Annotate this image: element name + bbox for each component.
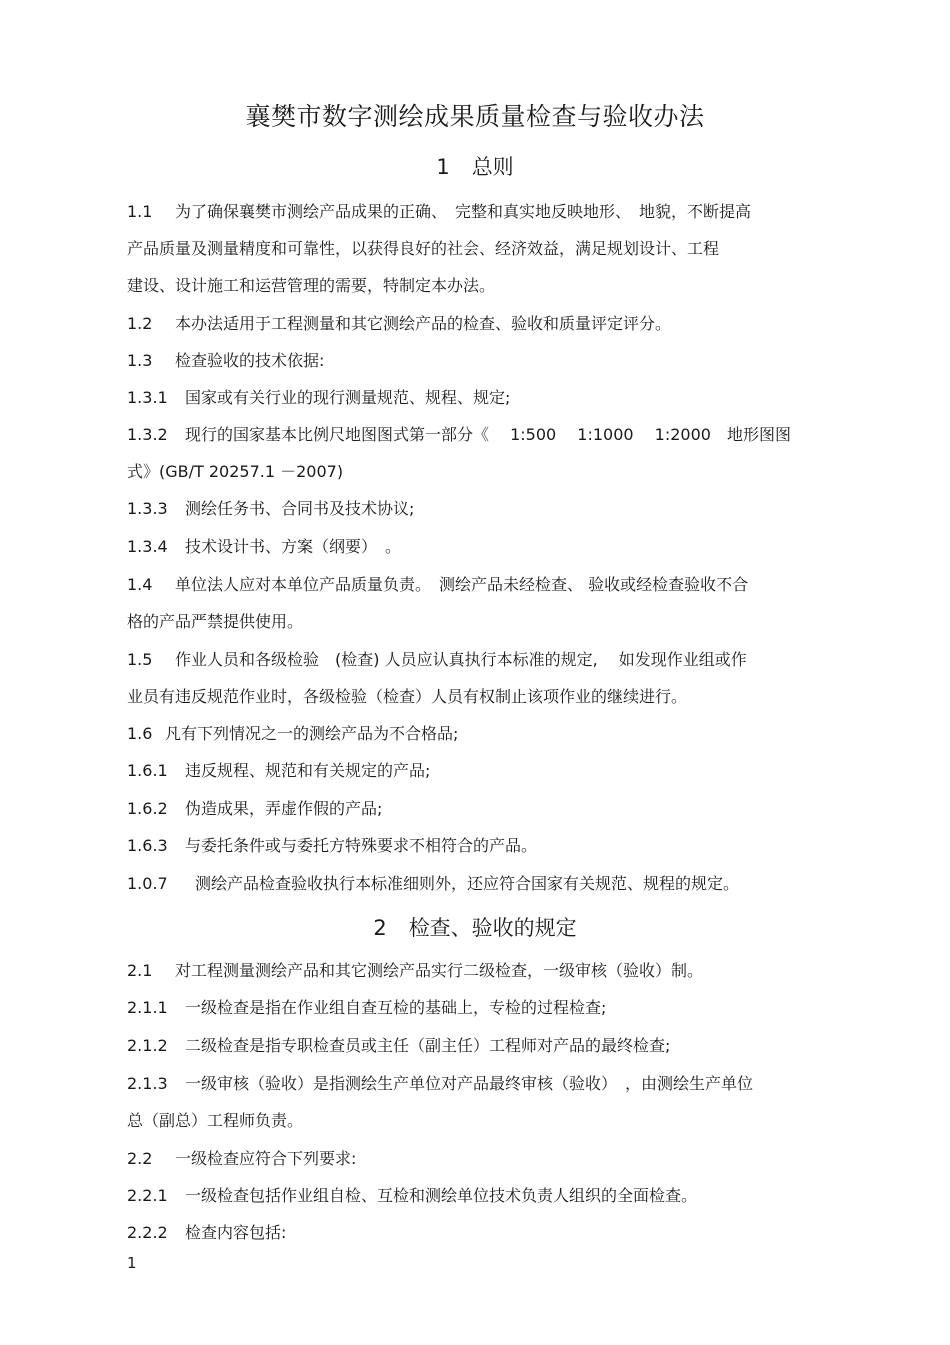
- clause-line: 2.2 一级检查应符合下列要求:: [127, 1149, 357, 1168]
- clause-line: 1.6.2 伪造成果，弄虚作假的产品;: [127, 799, 383, 818]
- section-title: 总则: [471, 155, 514, 179]
- clause-line: 1.6 凡有下列情况之一的测绘产品为不合格品;: [127, 724, 459, 743]
- clause-line: 1.3.1 国家或有关行业的现行测量规范、规程、规定;: [127, 388, 511, 407]
- page-number: 1: [127, 1254, 137, 1272]
- clause-line: 2.1 对工程测量测绘产品和其它测绘产品实行二级检查，一级审核（验收）制。: [127, 961, 704, 980]
- clause-line: 1.4 单位法人应对本单位产品质量负责。 测绘产品未经检查、 验收或经检查验收不合: [127, 575, 749, 594]
- clause-line: 1.5 作业人员和各级检验 (检查) 人员应认真执行本标准的规定, 如发现作业组或作: [127, 650, 747, 669]
- clause-line: 1.3.4 技术设计书、方案（纲要） 。: [127, 537, 402, 556]
- clause-line: 产品质量及测量精度和可靠性，以获得良好的社会、经济效益，满足规划设计、工程: [127, 239, 720, 258]
- clause-line: 总（副总）工程师负责。: [127, 1111, 304, 1130]
- clause-line: 业员有违反规范作业时，各级检验（检查）人员有权制止该项作业的继续进行。: [127, 687, 688, 706]
- clause-line: 建设、设计施工和运营管理的需要，特制定本办法。: [127, 276, 496, 295]
- section-heading-1: [0, 152, 950, 182]
- clause-line: 1.0.7 测绘产品检查验收执行本标准细则外，还应符合国家有关规范、规程的规定。: [127, 874, 740, 893]
- clause-line: 1.6.1 违反规程、规范和有关规定的产品;: [127, 761, 431, 780]
- clause-line: 2.1.3 一级审核（验收）是指测绘生产单位对产品最终审核（验收） ，由测绘生产单位: [127, 1074, 754, 1093]
- clause-line: 1.3 检查验收的技术依据:: [127, 351, 325, 370]
- clause-line: 1.2 本办法适用于工程测量和其它测绘产品的检查、验收和质量评定评分。: [127, 314, 672, 333]
- section-heading-2: [0, 913, 950, 943]
- clause-line: 2.2.1 一级检查包括作业组自检、互检和测绘单位技术负责人组织的全面检查。: [127, 1186, 698, 1205]
- section-title: 检查、验收的规定: [408, 916, 577, 940]
- clause-line: 式》(GB∕T 20257.1 －2007): [127, 462, 344, 481]
- clause-line: 2.2.2 检查内容包括:: [127, 1223, 287, 1242]
- clause-line: 1.3.3 测绘任务书、合同书及技术协议;: [127, 499, 415, 518]
- clause-line: 2.1.2 二级检查是指专职检查员或主任（副主任）工程师对产品的最终检查;: [127, 1036, 671, 1055]
- section-number: 1: [436, 155, 450, 179]
- clause-line: 1.6.3 与委托条件或与委托方特殊要求不相符合的产品。: [127, 836, 538, 855]
- clause-line: 1.3.2 现行的国家基本比例尺地图图式第一部分《 1:500 1:1000 1:2000 地形图图: [127, 425, 791, 444]
- section-number: 2: [373, 916, 387, 940]
- document-title: 襄樊市数字测绘成果质量检查与验收办法: [245, 102, 705, 131]
- clause-line: 2.1.1 一级检查是指在作业组自查互检的基础上，专检的过程检查;: [127, 998, 607, 1017]
- clause-line: 格的产品严禁提供使用。: [127, 612, 304, 631]
- clause-line: 1.1 为了确保襄樊市测绘产品成果的正确、 完整和真实地反映地形、 地貌，不断提高: [127, 202, 752, 221]
